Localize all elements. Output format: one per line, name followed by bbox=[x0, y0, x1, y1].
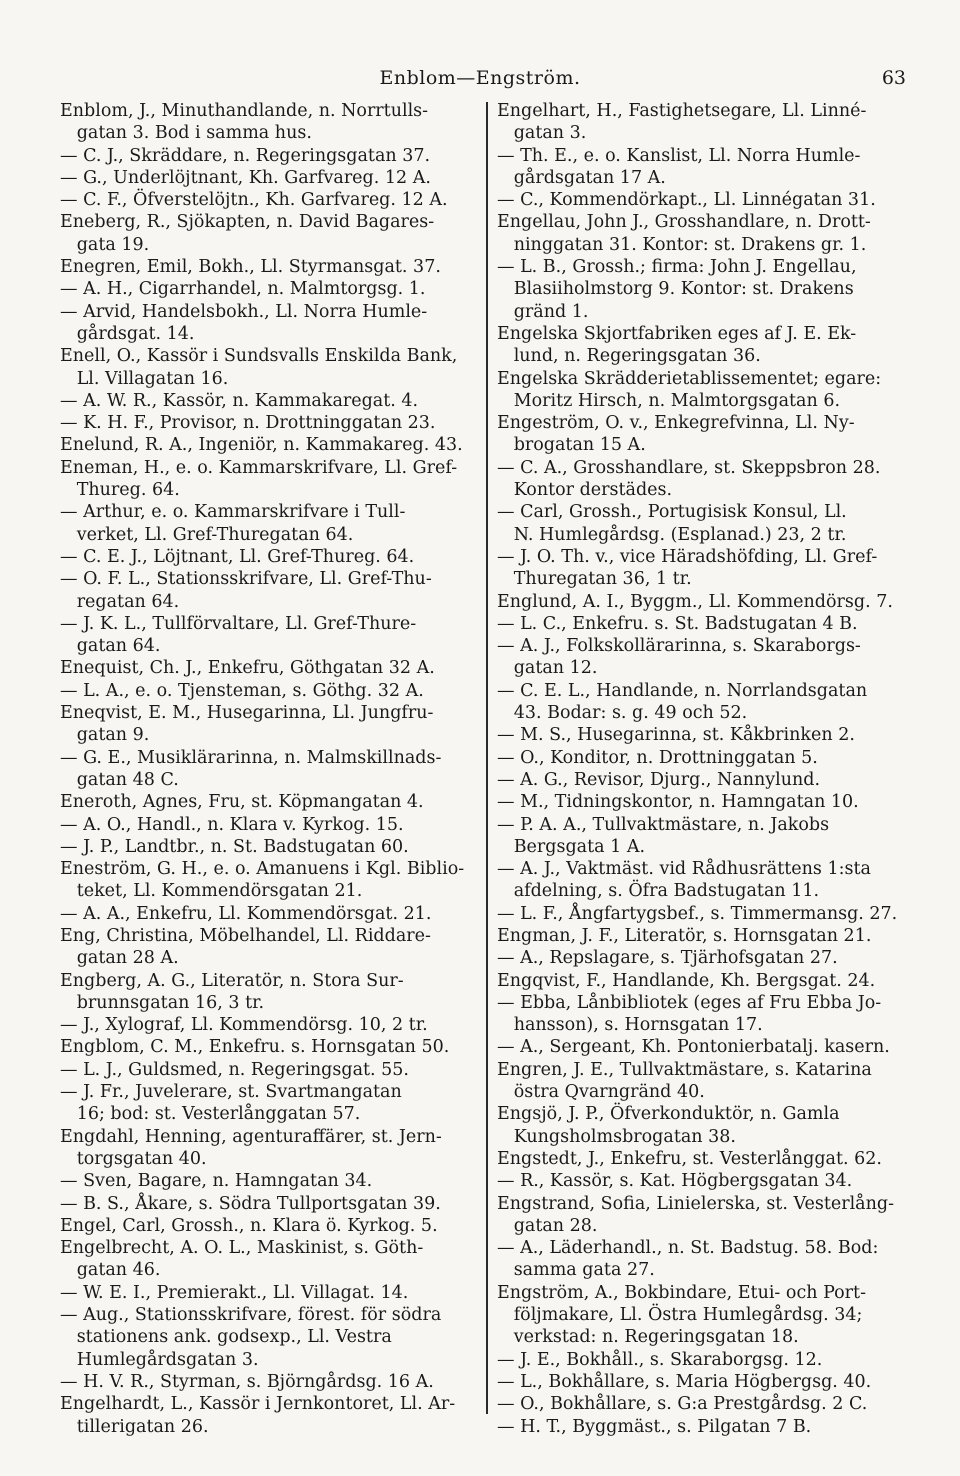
directory-entry-line: gatan 28. bbox=[497, 1215, 598, 1236]
directory-entry-line: Engqvist, F., Handlande, Kh. Bergsgat. 24. bbox=[497, 970, 876, 991]
directory-entry-line: — Ebba, Lånbibliotek (eges af Fru Ebba Jo- bbox=[497, 992, 882, 1013]
directory-entry-line: — A., Läderhandl., n. St. Badstug. 58. Bod: bbox=[497, 1238, 879, 1259]
directory-entry-line: — C. F., Öfverstelöjtn., Kh. Garfvareg. 12 A. bbox=[60, 190, 448, 211]
directory-entry-line: — L. A., e. o. Tjensteman, s. Göthg. 32 A. bbox=[60, 680, 424, 701]
right-column bbox=[497, 100, 910, 1440]
directory-entry-line: Engblom, C. M., Enkefru. s. Hornsgatan 50. bbox=[60, 1037, 450, 1058]
directory-entry-line: Engelbrecht, A. O. L., Maskinist, s. Göth- bbox=[60, 1238, 424, 1259]
directory-entry-line: — A., Repslagare, s. Tjärhofsgatan 27. bbox=[497, 948, 838, 969]
directory-entry-line: Engelska Skjortfabriken eges af J. E. Ek- bbox=[497, 323, 857, 344]
page-number: 63 bbox=[881, 67, 906, 89]
directory-entry-line: — A., Sergeant, Kh. Pontonierbatalj. kasern. bbox=[497, 1037, 890, 1058]
directory-entry-line: Engdahl, Henning, agenturaffärer, st. Jern- bbox=[60, 1126, 442, 1147]
directory-entry-line: Moritz Hirsch, n. Malmtorgsgatan 6. bbox=[497, 390, 841, 411]
directory-entry-line: Bergsgata 1 A. bbox=[497, 836, 646, 857]
running-head bbox=[0, 62, 960, 94]
directory-entry-line: — A. O., Handl., n. Klara v. Kyrkog. 15. bbox=[60, 814, 404, 835]
directory-entry-line: lund, n. Regeringsgatan 36. bbox=[497, 346, 761, 367]
directory-entry-line: Eneroth, Agnes, Fru, st. Köpmangatan 4. bbox=[60, 792, 424, 813]
directory-entry-line: — W. E. I., Premierakt., Ll. Villagat. 14. bbox=[60, 1282, 409, 1303]
directory-entry-line: — G. E., Musiklärarinna, n. Malmskillnads- bbox=[60, 747, 442, 768]
directory-entry-line: gatan 46. bbox=[60, 1260, 161, 1281]
directory-entry-line: — L. F., Ångfartygsbef., s. Timmermansg. 27. bbox=[497, 903, 898, 924]
directory-entry-line: 43. Bodar: s. g. 49 och 52. bbox=[497, 703, 748, 724]
directory-entry-line: Engellau, John J., Grosshandlare, n. Drott- bbox=[497, 212, 871, 233]
directory-entry-line: brunnsgatan 16, 3 tr. bbox=[60, 992, 265, 1013]
directory-entry-line: — Arvid, Handelsbokh., Ll. Norra Humle- bbox=[60, 301, 428, 322]
directory-entry-line: — H. T., Byggmäst., s. Pilgatan 7 B. bbox=[497, 1416, 812, 1437]
directory-entry-line: — C. J., Skräddare, n. Regeringsgatan 37. bbox=[60, 145, 431, 166]
directory-entry-line: Eneberg, R., Sjökapten, n. David Bagares- bbox=[60, 212, 435, 233]
directory-entry-line: tillerigatan 26. bbox=[60, 1416, 209, 1437]
directory-entry-line: — A. J., Vaktmäst. vid Rådhusrättens 1:sta bbox=[497, 859, 871, 880]
directory-entry-line: Kontor derstädes. bbox=[497, 480, 673, 501]
directory-entry-line: — M. S., Husegarinna, st. Kåkbrinken 2. bbox=[497, 725, 855, 746]
directory-entry-line: gatan 3. bbox=[497, 123, 587, 144]
directory-entry-line: — R., Kassör, s. Kat. Högbergsgatan 34. bbox=[497, 1171, 853, 1192]
directory-entry-line: gårdsgatan 17 A. bbox=[497, 167, 666, 188]
directory-entry-line: — M., Tidningskontor, n. Hamngatan 10. bbox=[497, 792, 859, 813]
directory-entry-line: Engstrand, Sofia, Linielerska, st. Vesterlång- bbox=[497, 1193, 894, 1214]
directory-entry-line: Engsjö, J. P., Öfverkonduktör, n. Gamla bbox=[497, 1104, 840, 1125]
directory-entry-line: gatan 12. bbox=[497, 658, 598, 679]
directory-entry-line: Kungsholmsbrogatan 38. bbox=[497, 1126, 736, 1147]
directory-entry-line: Engstedt, J., Enkefru, st. Vesterlånggat. 62. bbox=[497, 1148, 882, 1169]
directory-entry-line: — B. S., Åkare, s. Södra Tullportsgatan 39. bbox=[60, 1193, 441, 1214]
directory-entry-line: — C. E. L., Handlande, n. Norrlandsgatan bbox=[497, 680, 868, 701]
directory-entry-line: — P. A. A., Tullvaktmästare, n. Jakobs bbox=[497, 814, 830, 835]
directory-entry-line: — L. B., Grossh.; firma: John J. Engellau, bbox=[497, 257, 857, 278]
directory-entry-line: — J. K. L., Tullförvaltare, Ll. Gref-Thure- bbox=[60, 613, 417, 634]
directory-entry-line: gatan 48 C. bbox=[60, 769, 179, 790]
directory-entry-line: — L. C., Enkefru. s. St. Badstugatan 4 B. bbox=[497, 613, 858, 634]
directory-entry-line: stationens ank. godsexp., Ll. Vestra bbox=[60, 1327, 392, 1348]
directory-entry-line: — A. A., Enkefru, Ll. Kommendörsgat. 21. bbox=[60, 903, 432, 924]
directory-entry-line: Engman, J. F., Literatör, s. Hornsgatan 21. bbox=[497, 925, 872, 946]
directory-entry-line: gatan 28 A. bbox=[60, 948, 179, 969]
directory-entry-line: Eneman, H., e. o. Kammarskrifvare, Ll. Gref- bbox=[60, 457, 458, 478]
directory-entry-line: Enegren, Emil, Bokh., Ll. Styrmansgat. 37. bbox=[60, 257, 441, 278]
directory-entry-line: Thuregatan 36, 1 tr. bbox=[497, 569, 692, 590]
running-title: Enblom—Engström. bbox=[379, 67, 581, 89]
column-divider bbox=[486, 102, 488, 1414]
directory-entry-line: Englund, A. I., Byggm., Ll. Kommendörsg. 7. bbox=[497, 591, 893, 612]
directory-entry-line: Engelhart, H., Fastighetsegare, Ll. Linné- bbox=[497, 101, 867, 121]
directory-entry-line: — Th. E., e. o. Kanslist, Ll. Norra Humle- bbox=[497, 145, 861, 166]
directory-entry-line: gränd 1. bbox=[497, 301, 589, 322]
directory-entry-line: — Carl, Grossh., Portugisisk Konsul, Ll. bbox=[497, 502, 847, 523]
directory-entry-line: — J. Fr., Juvelerare, st. Svartmangatan bbox=[60, 1082, 402, 1103]
directory-entry-line: teket, Ll. Kommendörsgatan 21. bbox=[60, 881, 363, 902]
directory-entry-line: — A. W. R., Kassör, n. Kammakaregat. 4. bbox=[60, 390, 419, 411]
directory-entry-line: hansson), s. Hornsgatan 17. bbox=[497, 1015, 763, 1036]
directory-entry-line: Enelund, R. A., Ingeniör, n. Kammakareg. 43. bbox=[60, 435, 463, 456]
directory-entry-line: — J., Xylograf, Ll. Kommendörsg. 10, 2 tr. bbox=[60, 1015, 428, 1036]
directory-entry-line: regatan 64. bbox=[60, 591, 180, 612]
directory-entry-line: samma gata 27. bbox=[497, 1260, 655, 1281]
directory-entry-line: gatan 64. bbox=[60, 636, 161, 657]
directory-entry-line: Engström, A., Bokbindare, Etui- och Port- bbox=[497, 1282, 866, 1303]
directory-entry-line: Enell, O., Kassör i Sundsvalls Enskilda Bank, bbox=[60, 346, 458, 367]
directory-entry-line: verket, Ll. Gref-Thuregatan 64. bbox=[60, 524, 354, 545]
directory-entry-line: — A. H., Cigarrhandel, n. Malmtorgsg. 1. bbox=[60, 279, 426, 300]
directory-entry-line: gårdsgat. 14. bbox=[60, 323, 195, 344]
directory-entry-line: gata 19. bbox=[60, 234, 150, 255]
directory-entry-line: ninggatan 31. Kontor: st. Drakens gr. 1. bbox=[497, 234, 867, 255]
directory-entry-line: Engeström, O. v., Enkegrefvinna, Ll. Ny- bbox=[497, 413, 855, 434]
directory-entry-line: Thureg. 64. bbox=[60, 480, 180, 501]
directory-entry-line: — L., Bokhållare, s. Maria Högbergsg. 40. bbox=[497, 1371, 872, 1392]
directory-entry-line: Blasiiholmstorg 9. Kontor: st. Drakens bbox=[497, 279, 854, 300]
directory-entry-line: — H. V. R., Styrman, s. Björngårdsg. 16 A. bbox=[60, 1371, 434, 1392]
directory-entry-line: 16; bod: st. Vesterlånggatan 57. bbox=[60, 1104, 361, 1125]
directory-entry-line: östra Qvarngränd 40. bbox=[497, 1082, 705, 1103]
directory-entry-line: — L. J., Guldsmed, n. Regeringsgat. 55. bbox=[60, 1059, 409, 1080]
directory-entry-line: — J. O. Th. v., vice Häradshöfding, Ll. Gref- bbox=[497, 546, 878, 567]
directory-columns bbox=[60, 100, 910, 1440]
directory-entry-line: följmakare, Ll. Östra Humlegårdsg. 34; bbox=[497, 1305, 863, 1326]
directory-entry-line: Engberg, A. G., Literatör, n. Stora Sur- bbox=[60, 970, 404, 991]
directory-entry-line: gatan 9. bbox=[60, 725, 150, 746]
directory-entry-line: N. Humlegårdsg. (Esplanad.) 23, 2 tr. bbox=[497, 524, 847, 545]
directory-entry-line: Eneström, G. H., e. o. Amanuens i Kgl. Biblio- bbox=[60, 859, 465, 880]
directory-entry-line: — J. P., Landtbr., n. St. Badstugatan 60. bbox=[60, 836, 409, 857]
directory-entry-line: Engelhardt, L., Kassör i Jernkontoret, Ll. Ar- bbox=[60, 1394, 456, 1415]
directory-entry-line: — G., Underlöjtnant, Kh. Garfvareg. 12 A. bbox=[60, 167, 431, 188]
directory-entry-line: — Arthur, e. o. Kammarskrifvare i Tull- bbox=[60, 502, 406, 523]
directory-entry-line: — A. J., Folkskollärarinna, s. Skaraborgs- bbox=[497, 636, 861, 657]
left-column bbox=[60, 100, 478, 1440]
directory-entry-line: Engel, Carl, Grossh., n. Klara ö. Kyrkog. 5. bbox=[60, 1215, 438, 1236]
directory-entry-line: Eneqvist, E. M., Husegarinna, Ll. Jungfru- bbox=[60, 703, 434, 724]
directory-entry-line: Engren, J. E., Tullvaktmästare, s. Katarina bbox=[497, 1059, 872, 1080]
directory-entry-line: — C., Kommendörkapt., Ll. Linnégatan 31. bbox=[497, 190, 876, 211]
directory-entry-line: — J. E., Bokhåll., s. Skaraborgsg. 12. bbox=[497, 1349, 823, 1370]
directory-entry-line: brogatan 15 A. bbox=[497, 435, 646, 456]
directory-entry-line: Eng, Christina, Möbelhandel, Ll. Riddare- bbox=[60, 925, 431, 946]
directory-entry-line: — A. G., Revisor, Djurg., Nannylund. bbox=[497, 769, 821, 790]
directory-entry-line: verkstad: n. Regeringsgatan 18. bbox=[497, 1327, 799, 1348]
directory-entry-line: — C. A., Grosshandlare, st. Skeppsbron 28. bbox=[497, 457, 881, 478]
directory-entry-line: — Sven, Bagare, n. Hamngatan 34. bbox=[60, 1171, 373, 1192]
directory-entry-line: Ll. Villagatan 16. bbox=[60, 368, 229, 389]
directory-entry-line: Enblom, J., Minuthandlande, n. Norrtulls- bbox=[60, 101, 429, 121]
directory-entry-line: — O. F. L., Stationsskrifvare, Ll. Gref-Thu- bbox=[60, 569, 432, 590]
directory-entry-line: gatan 3. Bod i samma hus. bbox=[60, 123, 312, 144]
directory-entry-line: — Aug., Stationsskrifvare, förest. för södra bbox=[60, 1305, 442, 1326]
directory-entry-line: torgsgatan 40. bbox=[60, 1148, 207, 1169]
directory-entry-line: — C. E. J., Löjtnant, Ll. Gref-Thureg. 64. bbox=[60, 546, 415, 567]
directory-entry-line: afdelning, s. Öfra Badstugatan 11. bbox=[497, 881, 820, 902]
directory-entry-line: — O., Bokhållare, s. G:a Prestgårdsg. 2 C. bbox=[497, 1394, 868, 1415]
directory-entry-line: — K. H. F., Provisor, n. Drottninggatan 23. bbox=[60, 413, 436, 434]
directory-entry-line: Engelska Skrädderietablissementet; egare: bbox=[497, 368, 882, 389]
directory-entry-line: Humlegårdsgatan 3. bbox=[60, 1349, 259, 1370]
directory-entry-line: Enequist, Ch. J., Enkefru, Göthgatan 32 A. bbox=[60, 658, 435, 679]
directory-entry-line: — O., Konditor, n. Drottninggatan 5. bbox=[497, 747, 818, 768]
